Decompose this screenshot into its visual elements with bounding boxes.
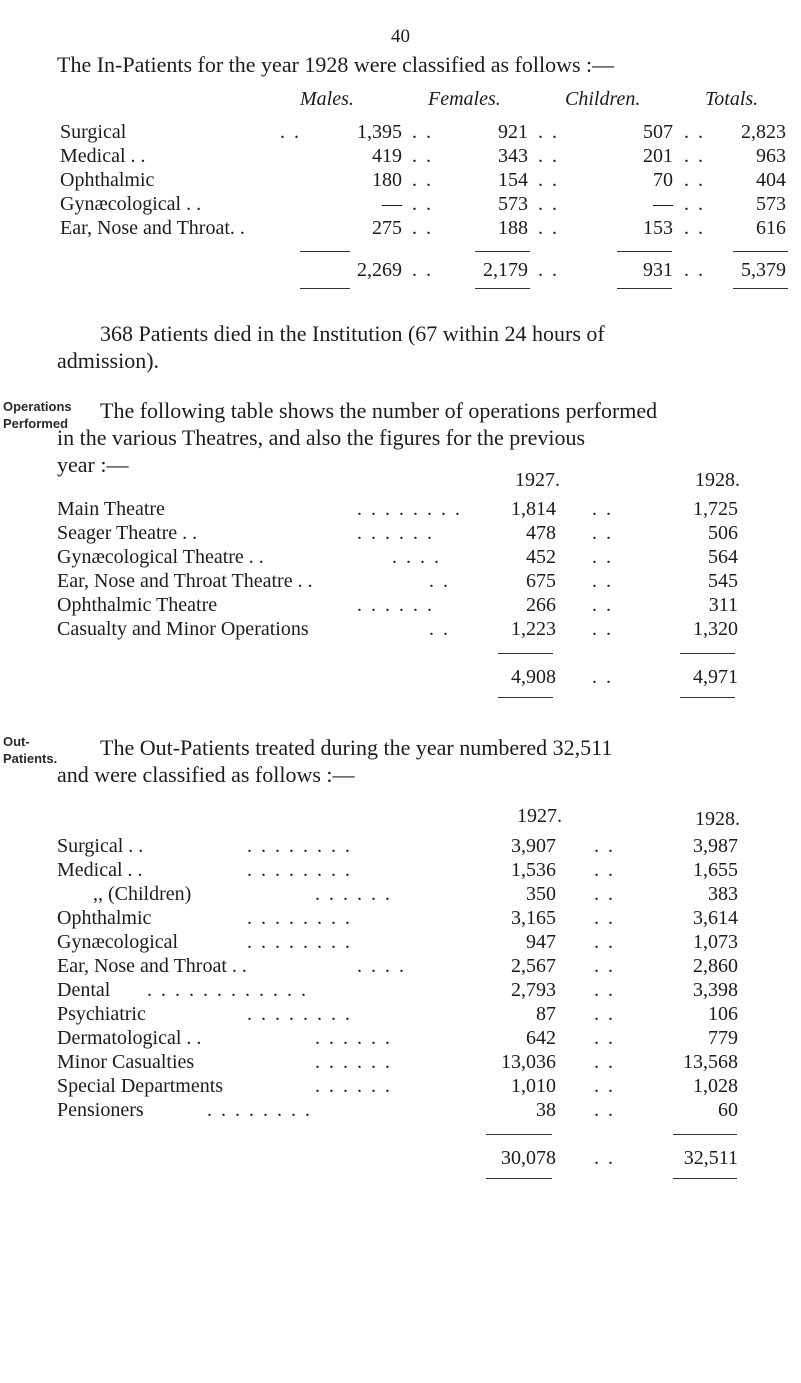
row-label: Gynæcological [57,931,179,953]
children-value: — [653,193,673,215]
children-total: 931 [643,259,673,281]
row-label: Seager Theatre . . [57,522,198,544]
children-value: 70 [653,169,673,191]
died-line-1: 368 Patients died in the Institution (67 within 24 hours of [100,321,605,346]
totals-value: 616 [756,217,786,239]
row-label: Ear, Nose and Throat. . [60,217,245,239]
row-label: ,, (Children) [93,883,192,905]
rule [486,1134,552,1135]
header-totals: Totals. [705,88,759,110]
rule [475,251,530,252]
table-row: Dermatological . . . . . . . . 642 . . 779 [57,1027,738,1049]
totals-value: 2,823 [741,121,786,143]
value-1927: 452 [526,546,556,568]
row-label: Ophthalmic [57,907,152,929]
row-label: Surgical [60,121,127,143]
totals-value: 963 [756,145,786,167]
row-label: Dental [57,979,111,1001]
table-row: ,, (Children) . . . . . . 350 . . 383 [93,883,738,905]
total-1928: 32,511 [683,1147,738,1169]
table-row: Dental . . . . . . . . . . . . 2,793 . . 3,398 [57,979,738,1001]
males-value: — [382,193,402,215]
value-1927: 3,907 [511,835,556,857]
males-value: 275 [372,217,402,239]
totals-row: 2,269 . . 2,179 . . 931 . . 5,379 [60,258,790,282]
males-value: 419 [372,145,402,167]
page-number: 40 [391,26,410,47]
rule [498,653,553,654]
table-row: Ear, Nose and Throat . . . . . . 2,567 . . 2,860 [57,955,738,977]
row-label: Psychiatric [57,1003,146,1025]
row-label: Ear, Nose and Throat . . [57,955,247,977]
row-label: Ophthalmic Theatre [57,594,218,616]
table-row: Ear, Nose and Throat. . 275 . . 188 . . 153 . . 616 [60,217,786,239]
row-label: Surgical . . [57,835,144,857]
value-1927: 2,567 [511,955,556,977]
totals-value: 573 [756,193,786,215]
value-1928: 3,614 [693,907,738,929]
females-value: 188 [498,217,528,239]
rule [617,251,672,252]
value-1928: 13,568 [683,1051,738,1073]
value-1927: 478 [526,522,556,544]
table-row: Gynæcological . . . . — 573 . . — . . 573 [60,193,786,215]
males-value: 180 [372,169,402,191]
row-label: Dermatological . . [57,1027,202,1049]
table-row: Main Theatre . . . . . . . . 1,814 . . 1,725 [57,498,738,520]
value-1928: 545 [708,570,738,592]
row-label: Casualty and Minor Operations [57,618,309,640]
died-line-2: admission). [57,348,160,373]
row-label: Gynæcological Theatre . . [57,546,264,568]
year-1928-header: 1928. [695,469,740,491]
rule [673,1178,737,1179]
value-1928: 779 [708,1027,738,1049]
rule [673,1134,737,1135]
value-1927: 1,814 [511,498,556,520]
total-1927: 30,078 [501,1147,556,1169]
table-row: Special Departments . . . . . . 1,010 . . 1,028 [57,1075,738,1097]
value-1928: 564 [708,546,738,568]
year-1927-header: 1927. [517,805,562,827]
table-row: Ophthalmic . . 180 154 . . 70 . . 404 [60,169,786,191]
females-value: 154 [498,169,528,191]
females-value: 573 [498,193,528,215]
value-1928: 1,028 [693,1075,738,1097]
females-value: 921 [498,121,528,143]
table-row: Medical . . . . . . . . . . 1,536 . . 1,655 [57,859,738,881]
table-row: Psychiatric . . . . . . . . 87 . . 106 [57,1003,738,1025]
value-1928: 506 [708,522,738,544]
table-row: Ear, Nose and Throat Theatre . . . . 675 . . 545 [57,570,738,592]
table-row: Casualty and Minor Operations . . 1,223 . . 1,320 [57,618,738,640]
table-row: Surgical . . 1,395 . . 921 . . 507 . . 2,823 [60,121,786,143]
total-1928: 4,971 [693,666,738,688]
header-males: Males. [300,88,354,110]
value-1928: 106 [708,1003,738,1025]
value-1927: 350 [526,883,556,905]
table-row: Surgical . . . . . . . . . . 3,907 . . 3,987 [57,835,738,857]
males-value: 1,395 [357,121,402,143]
value-1927: 38 [536,1099,556,1121]
value-1927: 1,536 [511,859,556,881]
row-label: Minor Casualties [57,1051,195,1073]
children-value: 153 [643,217,673,239]
value-1928: 1,073 [693,931,738,953]
table-row: Ophthalmic Theatre . . . . . . 266 . . 311 [57,594,738,616]
value-1928: 2,860 [693,955,738,977]
totals-value: 404 [756,169,786,191]
rule [486,1178,552,1179]
rule [680,653,735,654]
value-1928: 3,398 [693,979,738,1001]
value-1928: 60 [718,1099,738,1121]
value-1927: 675 [526,570,556,592]
total-1927: 4,908 [511,666,556,688]
value-1928: 1,655 [693,859,738,881]
margin-outpatients: Out- Patients. [3,734,58,766]
row-label: Gynæcological . . [60,193,202,215]
children-value: 507 [643,121,673,143]
rule [475,288,530,289]
value-1927: 2,793 [511,979,556,1001]
row-label: Medical . . [57,859,143,881]
value-1927: 87 [536,1003,556,1025]
males-total: 2,269 [357,259,402,281]
table-row: Pensioners . . . . . . . . 38 . . 60 [57,1099,738,1121]
value-1927: 947 [526,931,556,953]
rule [733,288,788,289]
value-1928: 1,320 [693,618,738,640]
row-label: Ophthalmic [60,169,155,191]
row-label: Ear, Nose and Throat Theatre . . [57,570,313,592]
inpatients-intro: The In-Patients for the year 1928 were classified as follows :— [57,52,615,77]
value-1928: 311 [708,594,738,616]
totals-row: 4,908 . . 4,971 [57,665,747,689]
rule [498,697,553,698]
value-1927: 266 [526,594,556,616]
operations-intro-3: year :— [57,452,129,477]
females-value: 343 [498,145,528,167]
table-row: Gynæcological . . . . . . . . 947 . . 1,073 [57,931,738,953]
rule [300,251,350,252]
header-females: Females. [428,88,501,110]
outpatients-intro-2: and were classified as follows :— [57,762,355,787]
table-row: Minor Casualties . . . . . . 13,036 . . 13,568 [57,1051,738,1073]
rule [680,697,735,698]
females-total: 2,179 [483,259,528,281]
table-row: Ophthalmic . . . . . . . . 3,165 . . 3,614 [57,907,738,929]
value-1928: 3,987 [693,835,738,857]
row-label: Medical . . [60,145,146,167]
rule [733,251,788,252]
value-1927: 642 [526,1027,556,1049]
year-1928-header: 1928. [695,808,740,830]
grand-total: 5,379 [741,259,786,281]
header-children: Children. [565,88,641,110]
row-label: Special Departments [57,1075,224,1097]
value-1928: 1,725 [693,498,738,520]
table-row: Gynæcological Theatre . . . . . . 452 . . 564 [57,546,738,568]
outpatients-intro-1: The Out-Patients treated during the year numbered 32,511 [100,735,613,760]
year-1927-header: 1927. [515,469,560,491]
table-row: Medical . . . . 419 343 . . 201 . . 963 [60,145,786,167]
table-row: Seager Theatre . . . . . . . . 478 . . 506 [57,522,738,544]
row-label: Main Theatre [57,498,165,520]
children-value: 201 [643,145,673,167]
value-1927: 13,036 [501,1051,556,1073]
row-label: Pensioners [57,1099,144,1121]
value-1927: 3,165 [511,907,556,929]
operations-intro-1: The following table shows the number of operations performed [100,398,658,423]
operations-intro-2: in the various Theatres, and also the figures for the previous [57,425,586,450]
value-1927: 1,223 [511,618,556,640]
totals-row: 30,078 . . 32,511 [57,1146,747,1170]
rule [617,288,672,289]
value-1928: 383 [708,883,738,905]
rule [300,288,350,289]
margin-operations: Operations Performed [3,399,72,431]
value-1927: 1,010 [511,1075,556,1097]
